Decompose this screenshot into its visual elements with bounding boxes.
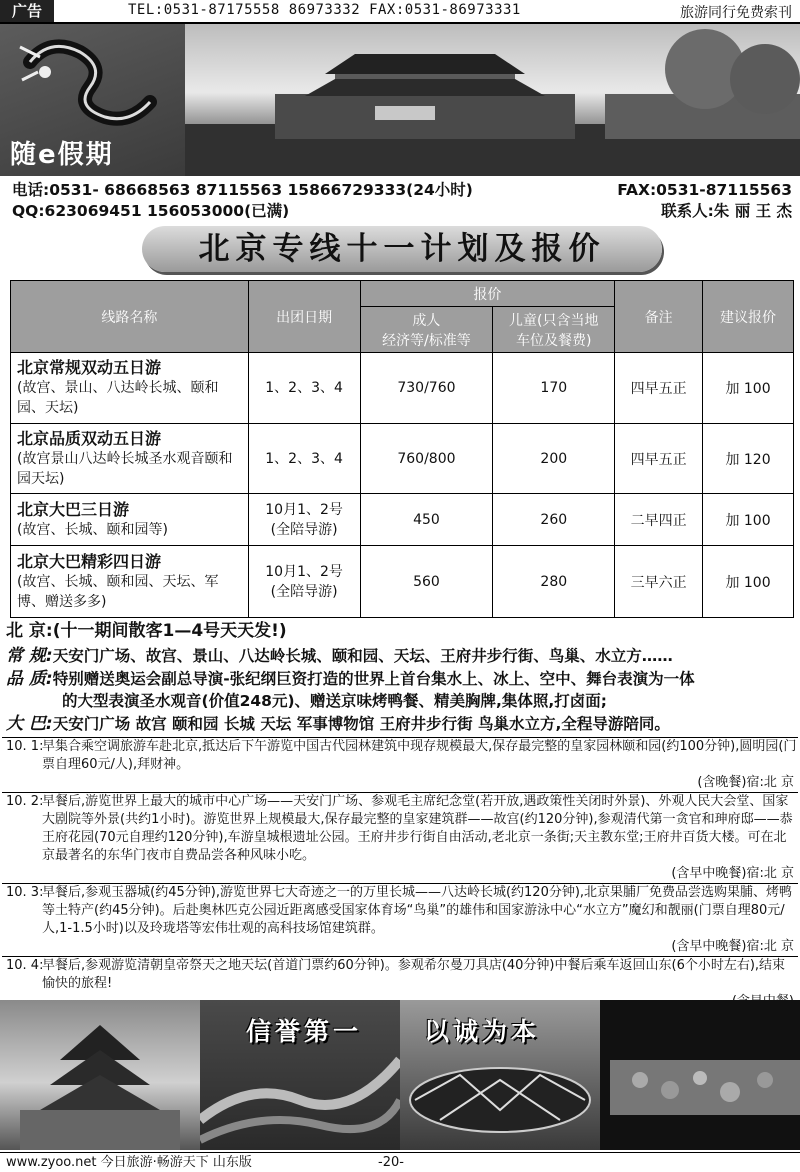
phone-numbers: 电话:0531- 68668563 87115563 15866729333(24小时) (12, 181, 473, 199)
route-desc: (故宫、长城、颐和园等) (17, 521, 168, 538)
suggested-price: 加 100 (703, 546, 794, 618)
banner (0, 24, 800, 176)
child-price: 170 (493, 353, 615, 424)
top-ad-bar (0, 0, 800, 24)
footer-site: www.zyoo.net 今日旅游·畅游天下 山东版 (6, 1155, 252, 1170)
day-text: 早餐后,游览世界上最大的城市中心广场——天安门广场、参观毛主席纪念堂(若开放,遇政策性关闭时外景)、外观人民大会堂、国家大剧院等外景(共约1小时)。游览世界上规模最大,保存最完整的皇家建筑群——故宫(约120分钟),参观清代第一贪官和珅府邸——恭王府花园(70元自理约120分钟),车游皇城根遗址公园。王府井步行街自由活动,老北京一条街;天主教东堂;王府井百货大楼。可在北京最著名的东华门夜市自费品尝各种风味小吃。 (42, 794, 793, 863)
child-price: 280 (493, 546, 615, 618)
meal-note: 四早五正 (615, 424, 703, 494)
day-text: 早餐后,参观游览清朝皇帝祭天之地天坛(首道门票约60分钟)。参观希尔曼刀具店(40分钟)中餐后乘车返回山东(6个小时左右),结束愉快的旅程! (42, 958, 786, 991)
bus-tour-line: 大 巴:天安门广场 故宫 颐和园 长城 天坛 军事博物馆 王府井步行街 鸟巢水立方,全程导游陪同。 (6, 714, 670, 734)
suggested-price: 加 120 (703, 424, 794, 494)
route-desc: (故宫、景山、八达岭长城、颐和园、天坛) (17, 380, 219, 416)
brand-name: 随e假期 (10, 140, 114, 170)
day-text: 早餐后,参观玉器城(约45分钟),游览世界七大奇迹之一的万里长城——八达岭长城(约120分钟),北京果脯厂免费品尝选购果脯、烤鸭等土特产(约45分钟)。后赴奥林匹克公园近距离感受国家体育场“鸟巢”的雄伟和国家游泳中心“水立方”魔幻和靓丽(门票自理80元/人,1-1.5小时)以及玲珑塔等宏伟壮观的高科技场馆建筑群。 (42, 885, 793, 936)
adult-price: 760/800 (360, 424, 493, 494)
route-name: 北京常规双动五日游 (17, 358, 162, 377)
itinerary-day (2, 738, 798, 793)
header-suggest: 建议报价 (703, 281, 794, 353)
contact-person: 联系人:朱 丽 王 杰 (661, 202, 792, 220)
temple-of-heaven-photo (0, 1000, 200, 1150)
table-row (11, 424, 794, 494)
page-title: 北京专线十一计划及报价 (142, 226, 662, 272)
day-meal: (含晚餐)宿:北 京 (697, 775, 794, 790)
slogan-right: 以诚为本 (424, 1017, 541, 1046)
adult-price: 560 (360, 546, 493, 618)
suggested-price: 加 100 (703, 494, 794, 546)
header-adult: 成人 经济等/标准等 (360, 307, 493, 353)
meal-note: 三早六正 (615, 546, 703, 618)
header-note: 备注 (615, 281, 703, 353)
footer (0, 1152, 800, 1172)
table-row (11, 353, 794, 424)
beijing-schedule: 北 京:(十一期间散客1—4号天天发!) (6, 621, 287, 641)
day-meal: (含早中晚餐)宿:北 京 (671, 939, 794, 954)
contact-info (12, 180, 792, 222)
child-price: 260 (493, 494, 615, 546)
route-desc: (故宫景山八达岭长城圣水观音颐和园天坛) (17, 450, 233, 487)
quality-tour-line-2: 的大型表演圣水观音(价值248元)、赠送京味烤鸭餐、精美胸牌,集体照,打卤面; (62, 692, 607, 710)
route-name: 北京大巴三日游 (17, 499, 130, 519)
regular-tour-line: 常 规:天安门广场、故宫、景山、八达岭长城、颐和园、天坛、王府井步行街、鸟巢、水立方…… (6, 646, 673, 666)
quality-tour-line: 品 质:特别赠送奥运会副总导演-张纪纲巨资打造的世界上首台集水上、冰上、空中、舞台表演为一体 (6, 669, 695, 689)
slogan-left: 信誉第一 (246, 1017, 363, 1046)
page-number: -20- (378, 1155, 404, 1170)
meal-note: 二早四正 (615, 494, 703, 546)
meal-note: 四早五正 (615, 353, 703, 424)
header-tel-fax: TEL:0531-87175558 86973332 FAX:0531-86973331 (128, 2, 521, 18)
table-row (11, 546, 794, 618)
day-label: 10. 1: (6, 739, 44, 754)
day-meal: (含早中晚餐)宿:北 京 (671, 866, 794, 881)
table-row (11, 494, 794, 546)
free-catalog-label: 旅游同行免费索刊 (680, 5, 792, 21)
water-cube-photo (600, 1000, 800, 1150)
fax-number: FAX:0531-87115563 (617, 181, 792, 199)
tiananmen-photo (185, 24, 800, 176)
day-label: 10. 4: (6, 958, 44, 973)
header-price: 报价 (360, 281, 615, 307)
itinerary-day (2, 793, 798, 884)
ad-label: 广告 (0, 0, 54, 22)
depart-date: 1、2、3、4 (248, 353, 360, 424)
depart-date: 1、2、3、4 (248, 424, 360, 494)
day-label: 10. 2: (6, 794, 44, 809)
adult-price: 450 (360, 494, 493, 546)
price-table (10, 280, 794, 618)
header-route: 线路名称 (11, 281, 249, 353)
day-text: 早集合乘空调旅游车赴北京,抵达后下午游览中国古代园林建筑中现存规模最大,保存最完整的皇家园林颐和园(约100分钟),圆明园(门票自理60元/人),拜财神。 (42, 739, 797, 772)
bottom-photo-strip (0, 1000, 800, 1150)
itinerary (2, 737, 798, 1012)
brand-logo (0, 24, 185, 176)
day-label: 10. 3: (6, 885, 44, 900)
route-desc: (故宫、长城、颐和园、天坛、军博、赠送多多) (17, 573, 219, 610)
header-date: 出团日期 (248, 281, 360, 353)
guide-note: (全陪导游) (270, 583, 338, 600)
depart-date: 10月1、2号 (265, 563, 343, 580)
guide-note: (全陪导游) (270, 521, 338, 538)
dragon-icon (10, 32, 175, 132)
route-name: 北京大巴精彩四日游 (17, 551, 162, 571)
adult-price: 730/760 (360, 353, 493, 424)
child-price: 200 (493, 424, 615, 494)
itinerary-day (2, 884, 798, 957)
depart-date: 10月1、2号 (265, 501, 343, 518)
route-name: 北京品质双动五日游 (17, 428, 162, 448)
qq-numbers: QQ:623069451 156053000(已满) (12, 202, 290, 220)
suggested-price: 加 100 (703, 353, 794, 424)
header-child: 儿童(只含当地 车位及餐费) (493, 307, 615, 353)
